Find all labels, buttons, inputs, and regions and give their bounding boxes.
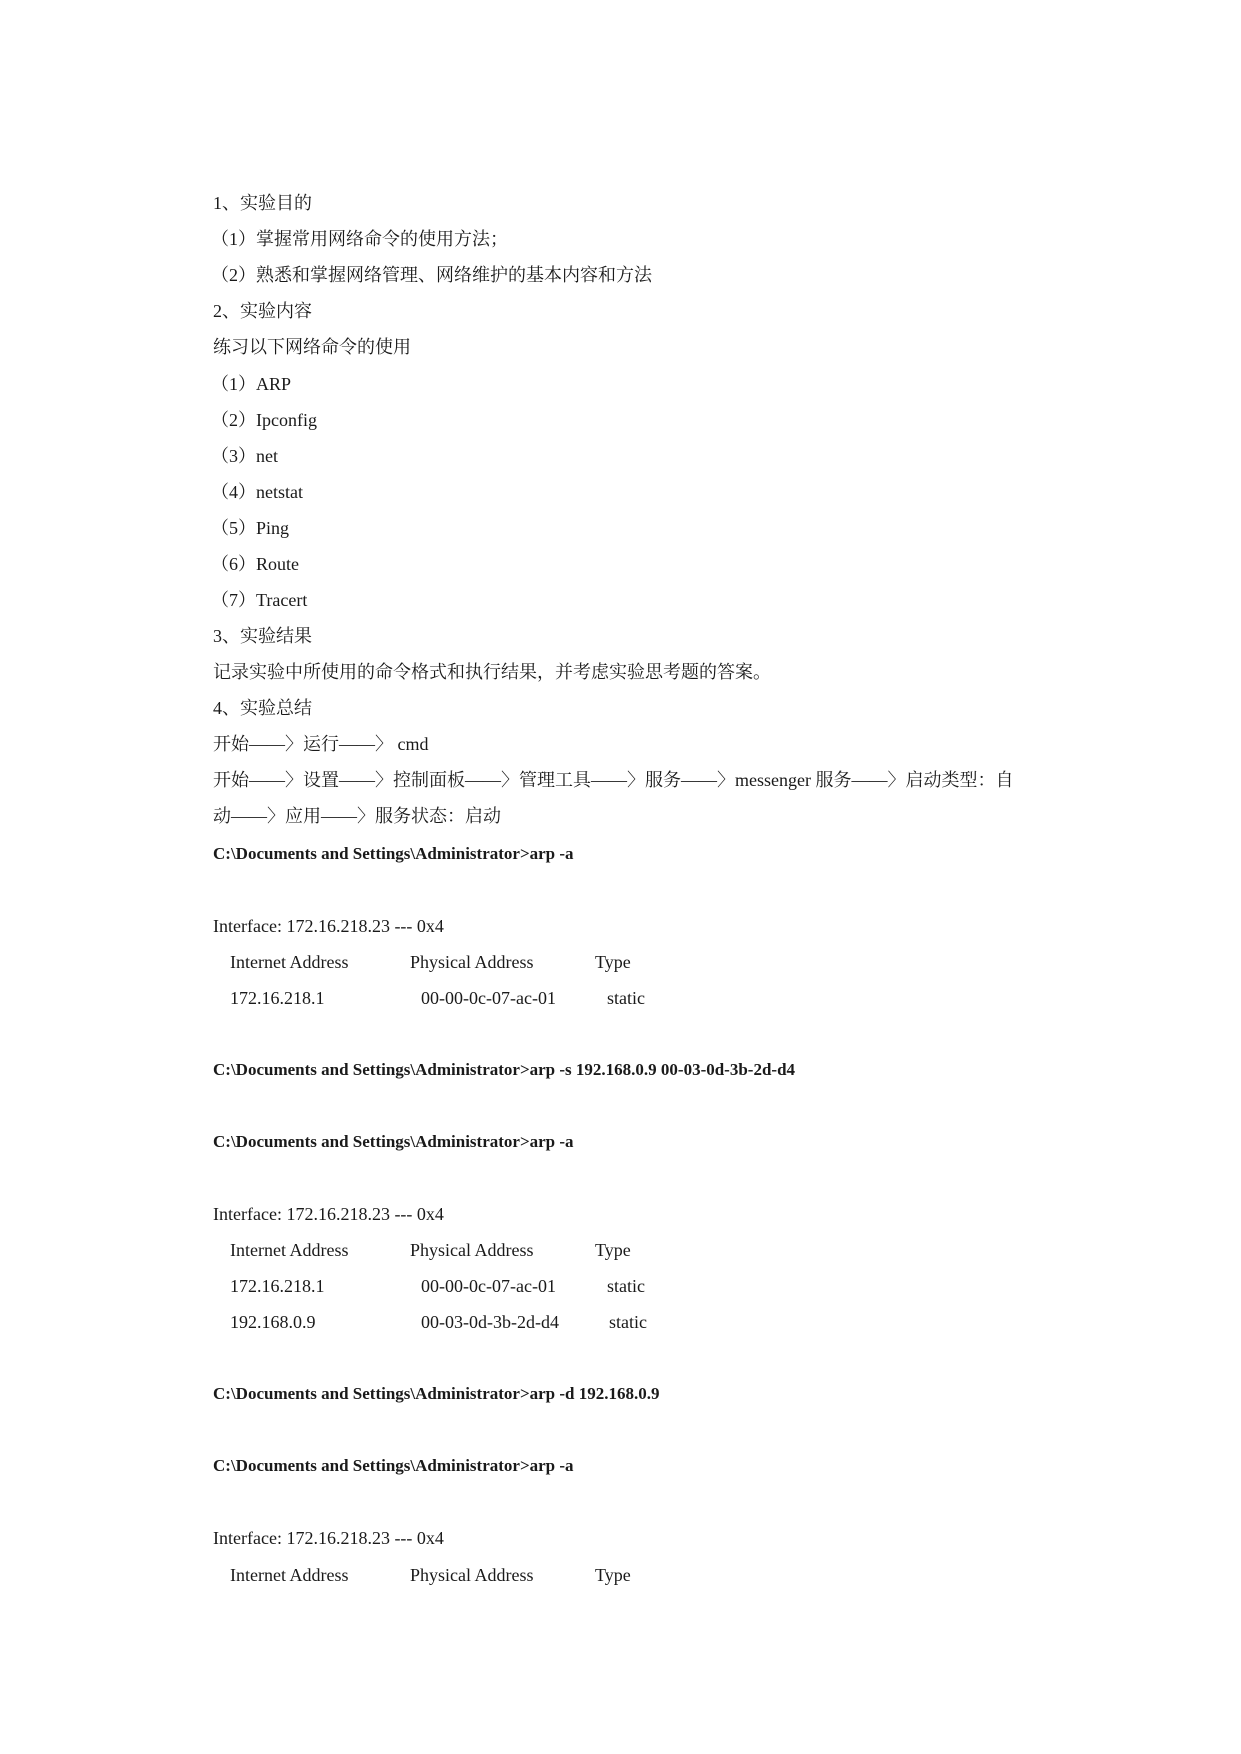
arp-cell: 00-00-0c-07-ac-01 [421, 988, 556, 1008]
section-1-title: 1、实验目的 [213, 193, 312, 213]
command-item-tracert: （7）Tracert [211, 590, 308, 610]
command-line: C:\Documents and Settings\Administrator>arp -a [213, 1132, 574, 1151]
arp-cell: 172.16.218.1 [230, 1276, 325, 1296]
command-item-net: （3）net [211, 446, 278, 466]
command-item-ping: （5）Ping [211, 518, 290, 538]
section-2-title: 2、实验内容 [213, 301, 312, 321]
command-line: C:\Documents and Settings\Administrator>arp -a [213, 1456, 574, 1475]
section-3-text: 记录实验中所使用的命令格式和执行结果，并考虑实验思考题的答案。 [213, 662, 771, 682]
header-type: Type [595, 952, 631, 972]
objective-item-1: （1）掌握常用网络命令的使用方法； [211, 229, 508, 249]
section-4-title: 4、实验总结 [213, 698, 312, 718]
interface-line: Interface: 172.16.218.23 --- 0x4 [213, 1528, 444, 1548]
arp-cell: static [607, 1276, 645, 1296]
command-item-route: （6）Route [211, 554, 299, 574]
arp-cell: static [607, 988, 645, 1008]
header-physical-address: Physical Address [410, 1565, 534, 1585]
header-physical-address: Physical Address [410, 1240, 534, 1260]
summary-line-3: 动——〉应用——〉服务状态：启动 [213, 806, 501, 826]
arp-cell: 172.16.218.1 [230, 988, 325, 1008]
arp-cell: static [609, 1312, 647, 1332]
arp-cell: 00-03-0d-3b-2d-d4 [421, 1312, 559, 1332]
header-type: Type [595, 1565, 631, 1585]
header-internet-address: Internet Address [230, 1240, 349, 1260]
command-item-netstat: （4）netstat [211, 482, 303, 502]
header-internet-address: Internet Address [230, 952, 349, 972]
header-type: Type [595, 1240, 631, 1260]
command-item-arp: （1）ARP [211, 374, 292, 394]
summary-line-2: 开始——〉设置——〉控制面板——〉管理工具——〉服务——〉messenger 服务——〉启动类型：自 [213, 770, 1014, 790]
header-physical-address: Physical Address [410, 952, 534, 972]
arp-cell: 192.168.0.9 [230, 1312, 316, 1332]
command-item-ipconfig: （2）Ipconfig [211, 410, 317, 430]
section-2-intro: 练习以下网络命令的使用 [213, 337, 411, 357]
objective-item-2: （2）熟悉和掌握网络管理、网络维护的基本内容和方法 [211, 265, 652, 285]
interface-line: Interface: 172.16.218.23 --- 0x4 [213, 916, 444, 936]
arp-cell: 00-00-0c-07-ac-01 [421, 1276, 556, 1296]
command-line: C:\Documents and Settings\Administrator>arp -s 192.168.0.9 00-03-0d-3b-2d-d4 [213, 1060, 796, 1079]
interface-line: Interface: 172.16.218.23 --- 0x4 [213, 1204, 444, 1224]
summary-line-1: 开始——〉运行——〉 cmd [213, 734, 429, 754]
header-internet-address: Internet Address [230, 1565, 349, 1585]
command-line: C:\Documents and Settings\Administrator>arp -d 192.168.0.9 [213, 1384, 660, 1403]
section-3-title: 3、实验结果 [213, 626, 312, 646]
command-line: C:\Documents and Settings\Administrator>arp -a [213, 844, 574, 863]
